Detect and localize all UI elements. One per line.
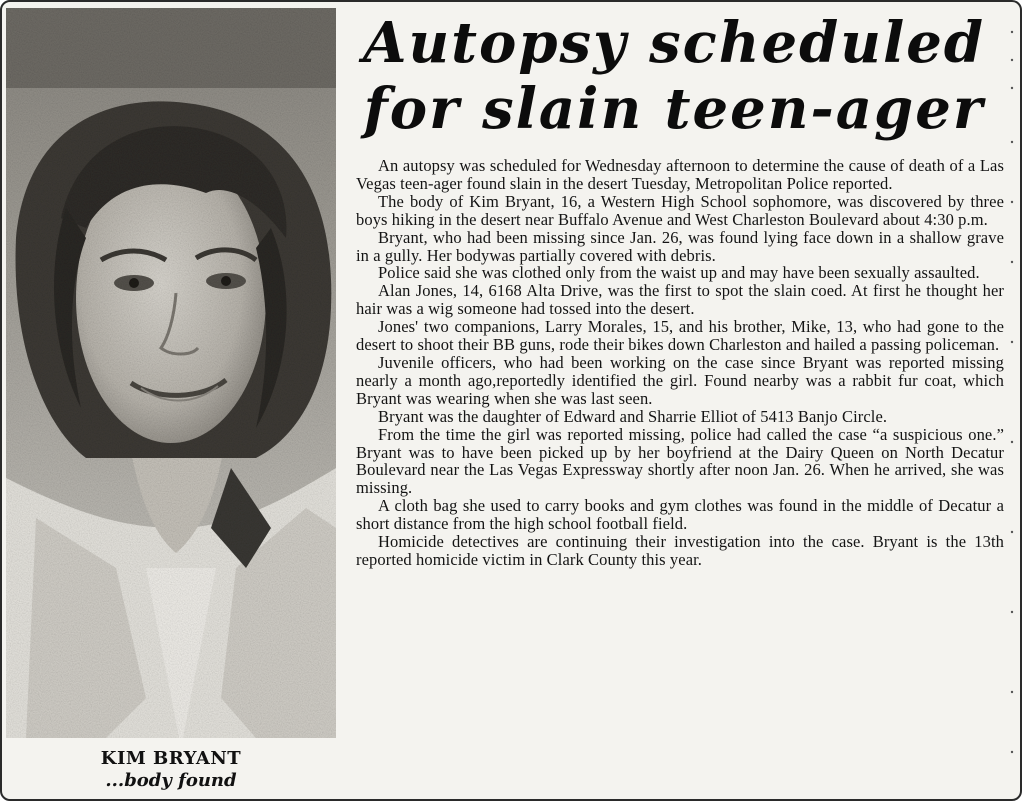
article-paragraph: Juvenile officers, who had been working on the case since Bryant was reported missing nearly a month ago,reportedly identified the girl. Found nearby was a rabbit fur coat, which Bryant was wearing when she was last seen. bbox=[356, 352, 1004, 408]
photo-caption bbox=[36, 748, 306, 792]
article-paragraph: Police said she was clothed only from the waist up and may have been sexually assaulted. bbox=[378, 263, 980, 283]
caption-subtitle: ...body found bbox=[105, 770, 237, 791]
portrait-photo bbox=[6, 8, 336, 738]
headline-line-2: for slain teen-ager bbox=[363, 76, 985, 142]
portrait-image bbox=[6, 8, 336, 738]
article-paragraph: Alan Jones, 14, 6168 Alta Drive, was the first to spot the slain coed. At first he thought her hair was a wig someone had tossed into the desert. bbox=[356, 281, 1004, 319]
article-paragraph: Homicide detectives are continuing their investigation into the case. Bryant is the 13th reported homicide victim in Clark County this year. bbox=[356, 532, 1004, 569]
perforation-edge bbox=[1008, 12, 1016, 792]
article-paragraph: Bryant was the daughter of Edward and Sharrie Elliot of 5413 Banjo Circle. bbox=[378, 406, 888, 426]
headline-line-1: Autopsy scheduled bbox=[363, 10, 985, 76]
article-paragraph: The body of Kim Bryant, 16, a Western High School sophomore, was discovered by three boys hiking in the desert near Buffalo Avenue and West Charleston Boulevard about 4:30 p.m. bbox=[356, 191, 1004, 229]
article-body bbox=[356, 157, 1004, 569]
headline bbox=[354, 10, 994, 142]
article-paragraph: A cloth bag she used to carry books and gym clothes was found in the middle of Decatur a short distance from the high school football field. bbox=[356, 496, 1004, 534]
article-paragraph: An autopsy was scheduled for Wednesday afternoon to determine the cause of death of a Las Vegas teen-ager found slain in the desert Tuesday, Metropolitan Police reported. bbox=[356, 156, 1004, 193]
article-paragraph: From the time the girl was reported missing, police had called the case “a suspicious one.” Bryant was to have been picked up by her boyfriend at the Dairy Queen on North Decatur Boulevard near the Las Vegas Expressway shortly after noon Jan. 26. When he arrived, she was missing. bbox=[356, 424, 1004, 498]
article-paragraph: Bryant, who had been missing since Jan. 26, was found lying face down in a shallow grave in a gully. Her bodywas partially covered with debris. bbox=[356, 227, 1004, 265]
article-paragraph: Jones' two companions, Larry Morales, 15, and his brother, Mike, 13, who had gone to the desert to shoot their BB guns, rode their bikes down Charleston and hailed a passing policeman. bbox=[356, 317, 1004, 355]
caption-name: KIM BRYANT bbox=[100, 748, 242, 769]
